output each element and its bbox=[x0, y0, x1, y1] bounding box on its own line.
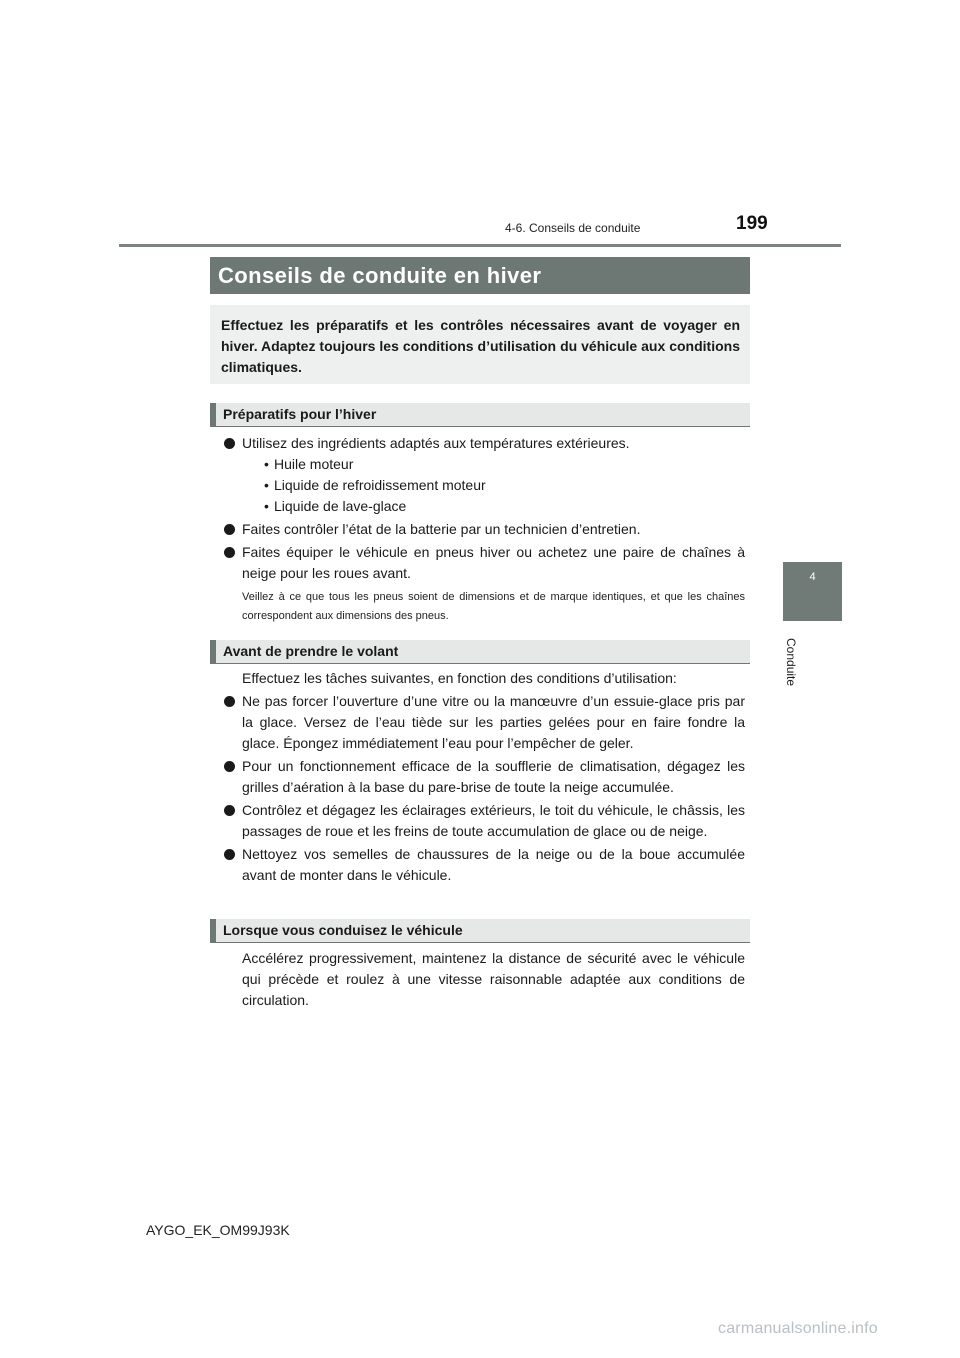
section-heading-before-driving: Avant de prendre le volant bbox=[210, 640, 750, 664]
header-divider bbox=[119, 244, 841, 247]
sub-list-item bbox=[260, 496, 745, 517]
winter-prep-list bbox=[224, 433, 745, 586]
list-item bbox=[224, 756, 745, 798]
sub-bullet-icon: • bbox=[264, 477, 269, 493]
list-item-text: Faites équiper le véhicule en pneus hiver ou achetez une paire de chaînes à neige pour les roues avant. bbox=[242, 544, 745, 581]
before-driving-intro: Effectuez les tâches suivantes, en fonction des conditions d’utilisation: bbox=[242, 670, 677, 686]
sub-list-item bbox=[260, 454, 745, 475]
manual-code: AYGO_EK_OM99J93K bbox=[146, 1222, 290, 1238]
chapter-tab-label: Conduite bbox=[784, 638, 798, 687]
bullet-icon bbox=[224, 524, 235, 535]
page-number: 199 bbox=[736, 213, 768, 234]
intro-box bbox=[210, 305, 750, 384]
sub-list-item-text: Liquide de lave-glace bbox=[274, 498, 407, 514]
list-item-text: Contrôlez et dégagez les éclairages extérieurs, le toit du véhicule, le châssis, les passages de roue et les freins de toute accumulation de glace ou de neige. bbox=[242, 802, 745, 839]
sub-list-item-text: Huile moteur bbox=[274, 456, 354, 472]
list-item bbox=[224, 519, 745, 540]
bullet-icon bbox=[224, 805, 235, 816]
page-title: Conseils de conduite en hiver bbox=[210, 257, 750, 294]
bullet-icon bbox=[224, 547, 235, 558]
section-heading-winter-prep: Préparatifs pour l’hiver bbox=[210, 403, 750, 427]
list-item-text: Nettoyez vos semelles de chaussures de la neige ou de la boue accumulée avant de monter dans le véhicule. bbox=[242, 846, 745, 883]
watermark: carmanualsonline.info bbox=[718, 1320, 878, 1337]
before-driving-list bbox=[224, 691, 745, 888]
chapter-tab bbox=[783, 562, 842, 621]
list-item bbox=[224, 800, 745, 842]
while-driving-text: Accélérez progressivement, maintenez la distance de sécurité avec le véhicule qui précède et roulez à une vitesse raisonnable adaptée aux conditions de circulation. bbox=[242, 950, 745, 1008]
list-item bbox=[224, 691, 745, 754]
sub-list-item-text: Liquide de refroidissement moteur bbox=[274, 477, 486, 493]
sub-bullet-icon: • bbox=[264, 498, 269, 514]
list-item bbox=[224, 433, 745, 517]
intro-text: Effectuez les préparatifs et les contrôles nécessaires avant de voyager en hiver. Adaptez toujours les conditions d’utilisation du véhicule aux conditions climatiques. bbox=[221, 317, 740, 375]
chapter-tab-number: 4 bbox=[809, 571, 816, 583]
list-item-text: Utilisez des ingrédients adaptés aux températures extérieures. bbox=[242, 435, 630, 451]
tire-note: Veillez à ce que tous les pneus soient de dimensions et de marque identiques, et que les chaînes correspondent aux dimensions des pneus. bbox=[242, 591, 745, 622]
sub-bullet-icon: • bbox=[264, 456, 269, 472]
sub-list-item bbox=[260, 475, 745, 496]
list-item-text: Ne pas forcer l’ouverture d’une vitre ou la manœuvre d’un essuie-glace pris par la glace. Versez de l’eau tiède sur les parties gelées pour en faire fondre la glace. Épongez immédiatement l’eau pour l’empêcher de geler. bbox=[242, 693, 745, 751]
header-section-title: 4-6. Conseils de conduite bbox=[505, 221, 641, 235]
fluid-sublist bbox=[242, 454, 745, 517]
bullet-icon bbox=[224, 849, 235, 860]
section-heading-while-driving: Lorsque vous conduisez le véhicule bbox=[210, 919, 750, 943]
list-item bbox=[224, 844, 745, 886]
list-item-text: Pour un fonctionnement efficace de la soufflerie de climatisation, dégagez les grilles d’aération à la base du pare-brise de toute la neige accumulée. bbox=[242, 758, 745, 795]
list-item bbox=[224, 542, 745, 584]
bullet-icon bbox=[224, 696, 235, 707]
bullet-icon bbox=[224, 438, 235, 449]
list-item-text: Faites contrôler l’état de la batterie par un technicien d’entretien. bbox=[242, 521, 641, 537]
bullet-icon bbox=[224, 761, 235, 772]
